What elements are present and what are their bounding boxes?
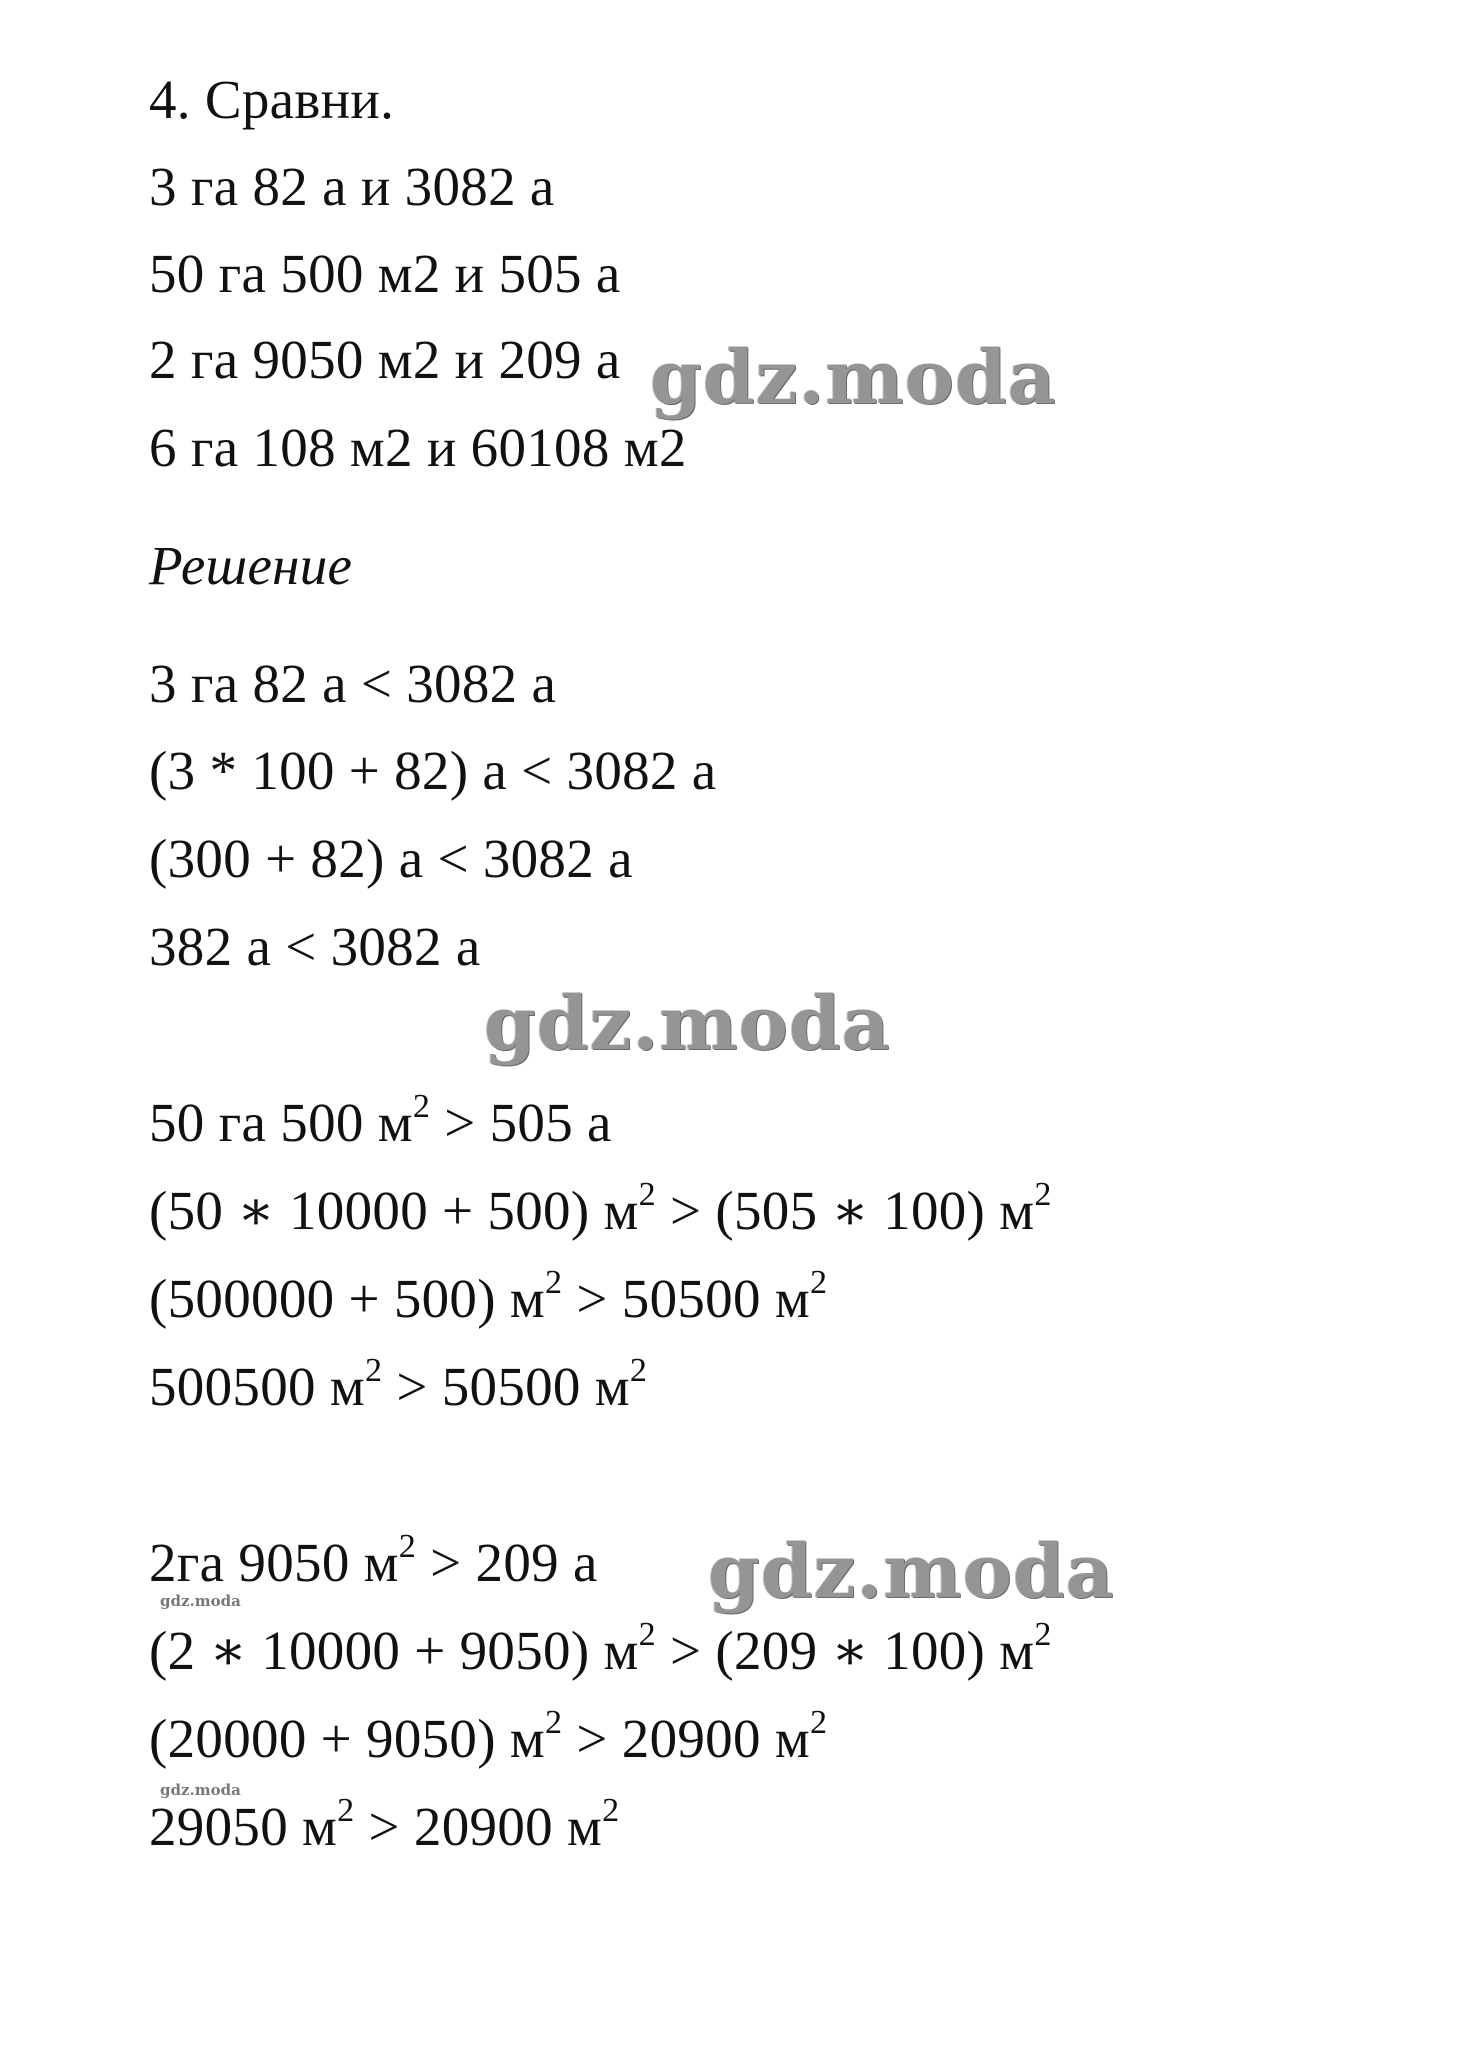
watermark-logo-3: gdz.moda — [708, 1529, 1115, 1615]
solution-line-3-4: 29050 $м^2 > 20900$ $м^2$ — [149, 1792, 620, 1857]
solution-line-3-1: 2га 9050 $м^2 > 209$ а — [149, 1528, 598, 1593]
watermark-logo-1: gdz.moda — [650, 335, 1057, 421]
solution-line-1-2: (3 * 100 + 82) а < 3082 а — [149, 740, 717, 801]
watermark-logo-2: gdz.moda — [484, 981, 891, 1067]
watermark-small-1: gdz.moda — [160, 1592, 241, 1610]
solution-line-2-2: (50 ∗ 10000 + 500) $м^2 > (505$ ∗ 100) $м^2$ — [149, 1176, 1052, 1241]
problem-item-3: 2 га 9050 м2 и 209 а — [149, 329, 621, 390]
solution-line-1-1: 3 га 82 а < 3082 а — [149, 653, 557, 714]
solution-line-1-3: (300 + 82) а < 3082 а — [149, 828, 633, 889]
problem-title: 4. Сравни. — [149, 69, 395, 130]
solution-line-3-3: (20000 + 9050) $м^2 > 20900$ $м^2$ — [149, 1704, 828, 1769]
problem-item-1: 3 га 82 а и 3082 а — [149, 156, 555, 217]
solution-line-3-2: (2 ∗ 10000 + 9050) $м^2 > (209$ ∗ 100) $м^2$ — [149, 1616, 1052, 1681]
solution-heading: Решение — [149, 535, 353, 596]
watermark-small-2: gdz.moda — [160, 1781, 241, 1799]
solution-line-2-1: 50 га 500 $м^2 > 505$ а — [149, 1088, 612, 1153]
solution-line-1-4: 382 а < 3082 а — [149, 916, 481, 977]
solution-line-2-4: 500500 $м^2 > 50500$ $м^2$ — [149, 1352, 648, 1417]
solution-line-2-3: (500000 + 500) $м^2 > 50500$ $м^2$ — [149, 1264, 828, 1329]
problem-item-4: 6 га 108 м2 и 60108 м2 — [149, 417, 687, 478]
problem-item-2: 50 га 500 м2 и 505 а — [149, 243, 621, 304]
